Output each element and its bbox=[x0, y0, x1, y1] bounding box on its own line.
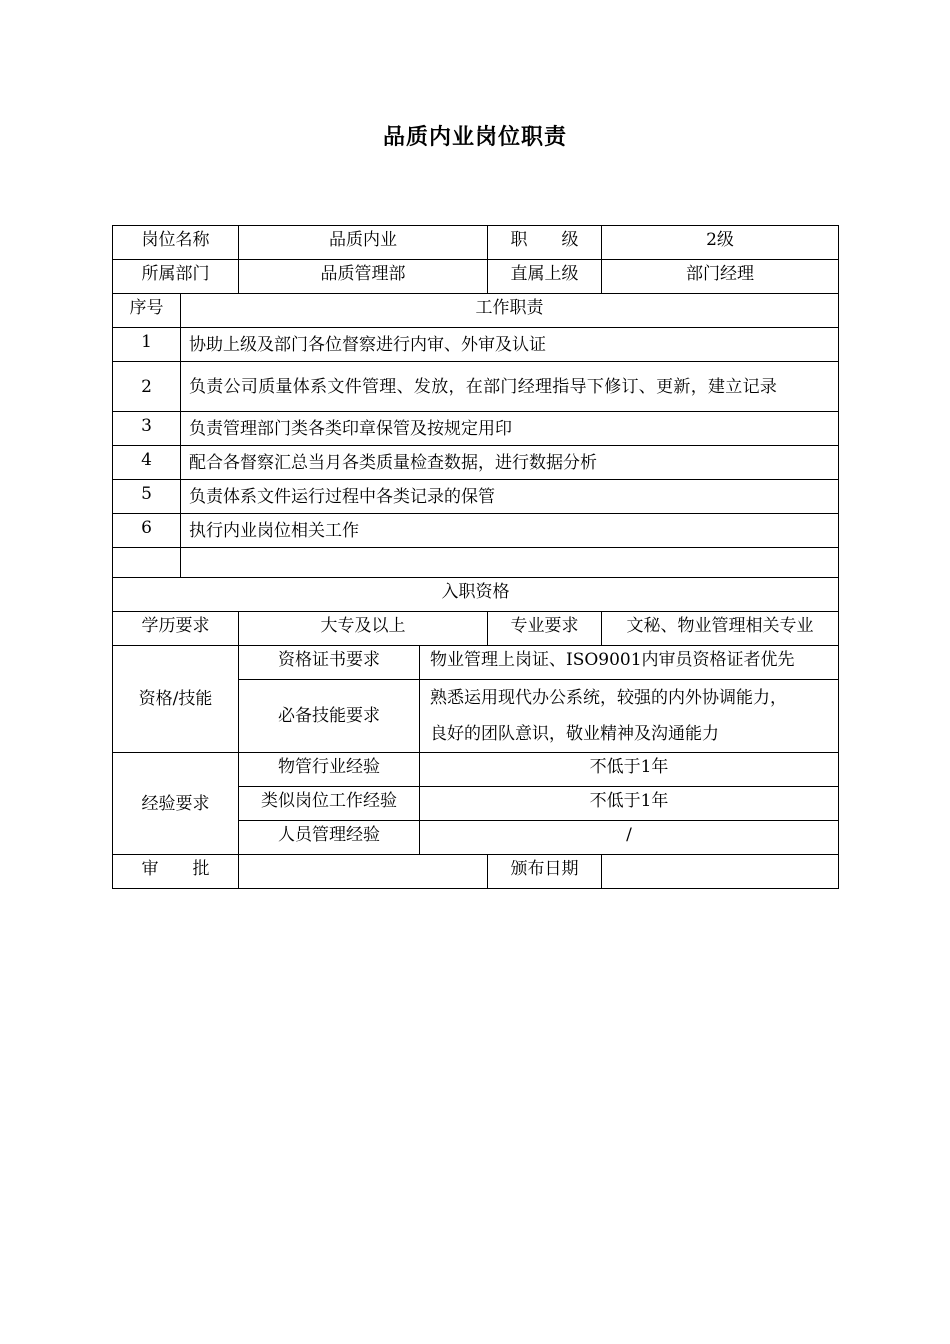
approval-label: 审 批 bbox=[113, 855, 239, 889]
empty-cell bbox=[113, 548, 181, 578]
cert-value: 物业管理上岗证、ISO9001内审员资格证者优先 bbox=[420, 646, 839, 680]
experience-label: 经验要求 bbox=[113, 753, 239, 855]
duty-number: 4 bbox=[113, 446, 181, 480]
duty-text: 协助上级及部门各位督察进行内审、外审及认证 bbox=[181, 328, 839, 362]
table-row bbox=[113, 260, 839, 294]
department-value: 品质管理部 bbox=[239, 260, 488, 294]
education-value: 大专及以上 bbox=[239, 612, 488, 646]
table-row bbox=[113, 753, 839, 787]
duties-header: 工作职责 bbox=[181, 294, 839, 328]
table-row bbox=[113, 548, 839, 578]
table-row bbox=[113, 578, 839, 612]
supervisor-value: 部门经理 bbox=[602, 260, 839, 294]
job-description-table bbox=[112, 225, 839, 889]
skill-value: 熟悉运用现代办公系统，较强的内外协调能力，良好的团队意识，敬业精神及沟通能力 bbox=[420, 680, 839, 753]
level-value: 2级 bbox=[602, 226, 839, 260]
major-value: 文秘、物业管理相关专业 bbox=[602, 612, 839, 646]
page-title: 品质内业岗位职责 bbox=[382, 124, 567, 150]
major-label: 专业要求 bbox=[488, 612, 602, 646]
exp-industry-value: 不低于1年 bbox=[420, 753, 839, 787]
table-row bbox=[113, 226, 839, 260]
table-row bbox=[113, 855, 839, 889]
duty-text: 配合各督察汇总当月各类质量检查数据，进行数据分析 bbox=[181, 446, 839, 480]
table-row bbox=[113, 480, 839, 514]
exp-mgmt-value: / bbox=[420, 821, 839, 855]
duty-number: 1 bbox=[113, 328, 181, 362]
supervisor-label: 直属上级 bbox=[488, 260, 602, 294]
table-row bbox=[113, 514, 839, 548]
level-label: 职 级 bbox=[488, 226, 602, 260]
duty-number: 5 bbox=[113, 480, 181, 514]
table-row bbox=[113, 362, 839, 412]
exp-industry-label: 物管行业经验 bbox=[239, 753, 420, 787]
empty-cell bbox=[181, 548, 839, 578]
skills-label: 资格/技能 bbox=[113, 646, 239, 753]
position-name-value: 品质内业 bbox=[239, 226, 488, 260]
duty-number: 6 bbox=[113, 514, 181, 548]
table-row bbox=[113, 612, 839, 646]
position-name-label: 岗位名称 bbox=[113, 226, 239, 260]
qualifications-header: 入职资格 bbox=[113, 578, 839, 612]
exp-mgmt-label: 人员管理经验 bbox=[239, 821, 420, 855]
duty-text: 负责管理部门类各类印章保管及按规定用印 bbox=[181, 412, 839, 446]
department-label: 所属部门 bbox=[113, 260, 239, 294]
duty-text: 负责公司质量体系文件管理、发放，在部门经理指导下修订、更新，建立记录 bbox=[181, 362, 839, 412]
duty-number: 2 bbox=[113, 362, 181, 412]
table-row bbox=[113, 294, 839, 328]
exp-similar-value: 不低于1年 bbox=[420, 787, 839, 821]
table-row bbox=[113, 446, 839, 480]
table-row bbox=[113, 646, 839, 680]
duty-number: 3 bbox=[113, 412, 181, 446]
cert-label: 资格证书要求 bbox=[239, 646, 420, 680]
index-header: 序号 bbox=[113, 294, 181, 328]
education-label: 学历要求 bbox=[113, 612, 239, 646]
table-row bbox=[113, 412, 839, 446]
duty-text: 执行内业岗位相关工作 bbox=[181, 514, 839, 548]
approval-value bbox=[239, 855, 488, 889]
exp-similar-label: 类似岗位工作经验 bbox=[239, 787, 420, 821]
table-row bbox=[113, 328, 839, 362]
release-date-label: 颁布日期 bbox=[488, 855, 602, 889]
skill-label: 必备技能要求 bbox=[239, 680, 420, 753]
release-date-value bbox=[602, 855, 839, 889]
duty-text: 负责体系文件运行过程中各类记录的保管 bbox=[181, 480, 839, 514]
